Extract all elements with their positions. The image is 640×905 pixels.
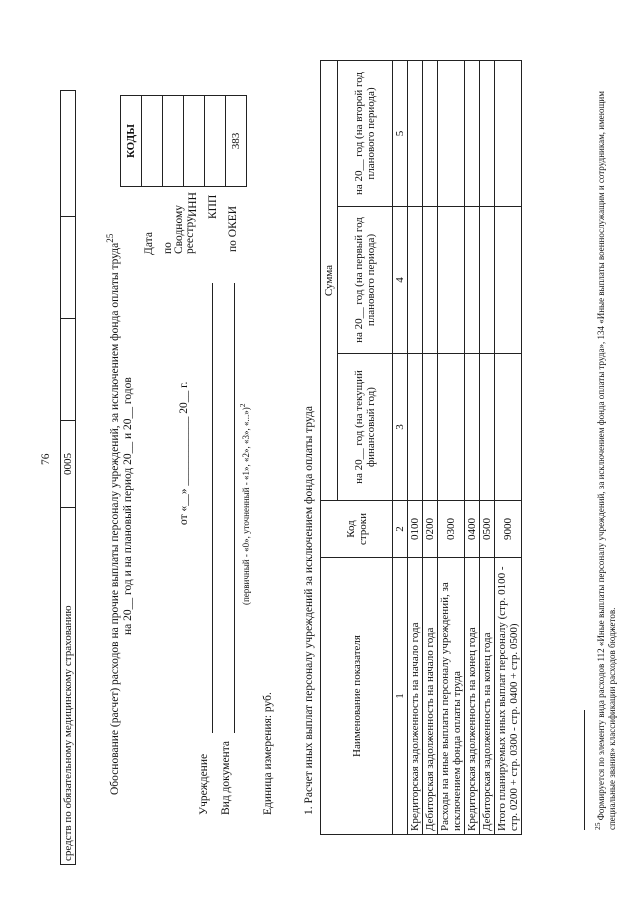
code-register-value[interactable] — [163, 96, 184, 187]
row-cell[interactable] — [408, 207, 423, 354]
row-cell[interactable] — [465, 207, 480, 354]
codes-title: КОДЫ — [121, 96, 142, 187]
row-code: 0200 — [423, 501, 438, 558]
top-row-blank-3 — [61, 91, 76, 217]
row-cell[interactable] — [480, 354, 495, 501]
form-period: на 20__ год и на плановый период 20__ и 20__ годов — [122, 377, 134, 635]
col-num-2: 2 — [393, 501, 408, 558]
th-col5: на 20__ год (на второй год планового периода) — [338, 61, 393, 207]
code-date-value[interactable] — [142, 96, 163, 187]
col-num-1: 1 — [393, 558, 408, 835]
row-cell[interactable] — [438, 354, 465, 501]
table-row — [480, 61, 495, 835]
row-cell[interactable] — [495, 207, 522, 354]
top-row-table — [60, 90, 76, 865]
row-cell[interactable] — [408, 61, 423, 207]
row-code: 0300 — [438, 501, 465, 558]
row-name: Кредиторская задолженность на начало года — [408, 558, 423, 835]
col-num-5: 5 — [393, 61, 408, 207]
codes-label-register: по Сводному реестру — [162, 204, 196, 254]
doc-type-line — [234, 283, 235, 733]
codes-label-date: Дата — [143, 232, 155, 255]
doc-type-hint — [238, 404, 251, 606]
row-cell[interactable] — [423, 207, 438, 354]
main-table — [320, 60, 522, 835]
institution-label: Учреждение — [198, 753, 210, 815]
top-row-code: 0005 — [61, 421, 76, 508]
footnote-text: Формируется по элементу вида расходов 112 «Иные выплаты персоналу учреждений, за исключением фонда оплаты труда», 134 «Иные выплаты военнослужащим и сотрудникам, имеющим специальные звания» классификации расходов бюджетов. — [596, 91, 617, 830]
row-code: 9000 — [495, 501, 522, 558]
row-name: Расходы на иные выплаты персоналу учреждений, за исключением фонда оплаты труда — [438, 558, 465, 835]
form-title-footnote-ref: 25 — [105, 233, 115, 243]
page-number: 76 — [40, 453, 52, 465]
row-cell[interactable] — [465, 61, 480, 207]
codes-label-inn: ИНН — [187, 192, 199, 217]
footnote-number: 25 — [593, 822, 602, 830]
row-name: Кредиторская задолженность на конец года — [465, 558, 480, 835]
form-title — [105, 234, 121, 795]
row-name: Итого планируемых иных выплат персоналу (стр. 0100 - стр. 0200 + стр. 0300 - стр. 0400 + стр. 0500) — [495, 558, 522, 835]
col-num-4: 4 — [393, 207, 408, 354]
th-col3: на 20__ год (на текущий финансовый год) — [338, 354, 393, 501]
row-name: Дебиторская задолженность на начало года — [423, 558, 438, 835]
form-date-line: от «__» ____________ 20__ г. — [178, 381, 190, 525]
code-inn-value[interactable] — [184, 96, 205, 187]
row-code: 0100 — [408, 501, 423, 558]
form-title-text: Обоснование (расчет) расходов на прочие выплаты персоналу учреждений, за исключением фонда оплаты труда — [108, 242, 121, 795]
top-row-blank-1 — [61, 319, 76, 421]
doc-type-hint-footnote-ref: 2 — [238, 403, 247, 408]
table-row — [423, 61, 438, 835]
table-row — [438, 61, 465, 835]
row-cell[interactable] — [408, 354, 423, 501]
th-code: Код строки — [321, 501, 393, 558]
table-row — [408, 61, 423, 835]
footnote — [592, 70, 618, 830]
top-row-blank-2 — [61, 217, 76, 319]
th-sum: Сумма — [321, 61, 338, 501]
institution-line — [212, 283, 213, 733]
row-cell[interactable] — [438, 61, 465, 207]
row-cell[interactable] — [495, 354, 522, 501]
doc-type-label: Вид документа — [220, 741, 232, 815]
unit-label: Единица измерения: руб. — [262, 692, 274, 815]
footnote-rule — [584, 710, 585, 830]
row-code: 0400 — [465, 501, 480, 558]
col-num-3: 3 — [393, 354, 408, 501]
row-cell[interactable] — [495, 61, 522, 207]
row-name: Дебиторская задолженность на конец года — [480, 558, 495, 835]
code-okei-value: 383 — [226, 96, 247, 187]
table-row — [465, 61, 480, 835]
row-cell[interactable] — [480, 207, 495, 354]
codes-label-kpp: КПП — [207, 194, 219, 219]
row-code: 0500 — [480, 501, 495, 558]
codes-table — [120, 95, 247, 187]
row-cell[interactable] — [423, 61, 438, 207]
th-col4: на 20__ год (на первый год планового периода) — [338, 207, 393, 354]
table-row — [495, 61, 522, 835]
codes-label-okei: по ОКЕИ — [227, 205, 239, 252]
doc-type-hint-text: (первичный - «0», уточненный - «1», «2», «3», «...») — [241, 407, 251, 605]
section-title: 1. Расчет иных выплат персоналу учреждений за исключением фонда оплаты труда — [303, 405, 315, 815]
th-name: Наименование показателя — [321, 558, 393, 835]
top-row-text: средств по обязательному медицинскому страхованию — [61, 508, 76, 865]
row-cell[interactable] — [423, 354, 438, 501]
row-cell[interactable] — [438, 207, 465, 354]
row-cell[interactable] — [465, 354, 480, 501]
code-kpp-value[interactable] — [205, 96, 226, 187]
row-cell[interactable] — [480, 61, 495, 207]
